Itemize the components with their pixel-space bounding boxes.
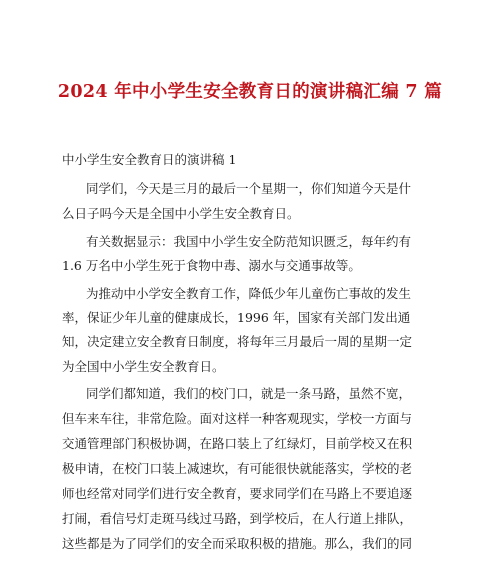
paragraph-line: 为全国中小学生安全教育日。: [62, 359, 225, 374]
paragraph-line: 交通管理部门积极协调，在路口装上了红绿灯，目前学校又在积: [62, 436, 413, 451]
paragraph-line: 同学们，今天是三月的最后一个星期一，你们知道今天是什: [86, 181, 412, 196]
paragraph-line: 为推动中小学安全教育工作，降低少年儿童伤亡事故的发生: [86, 286, 412, 301]
paragraph-line: 知，决定建立安全教育日制度，将每年三月最后一周的星期一定: [62, 334, 413, 349]
paragraph-line: 同学们都知道，我们的校门口，就是一条马路，虽然不宽，: [86, 386, 412, 401]
paragraph-line: 有关数据显示：我国中小学生安全防范知识匮乏，每年约有: [86, 234, 412, 249]
paragraph-line: 师也经常对同学们进行安全教育，要求同学们在马路上不要追逐: [62, 486, 413, 501]
paragraph-line: 极申请，在校门口装上减速坎，有可能很快就能落实，学校的老: [62, 461, 413, 476]
document-title: 2024 年中小学生安全教育日的演讲稿汇编 7 篇: [57, 82, 443, 102]
paragraph-line: 1.6 万名中小学生死于食物中毒、溺水与交通事故等。: [62, 258, 361, 273]
paragraph-line: 率，保证少年儿童的健康成长，1996 年，国家有关部门发出通: [62, 310, 411, 325]
section-heading: 中小学生安全教育日的演讲稿 1: [62, 152, 237, 167]
paragraph-line: 但车来车往，非常危险。面对这样一种客观现实，学校一方面与: [62, 411, 413, 426]
paragraph-line: 这些都是为了同学们的安全而采取积极的措施。那么，我们的同: [62, 536, 413, 551]
paragraph-line: 么日子吗今天是全国中小学生安全教育日。: [62, 206, 300, 221]
paragraph-line: 打闹，看信号灯走斑马线过马路，到学校后，在人行道上排队，: [62, 511, 413, 526]
